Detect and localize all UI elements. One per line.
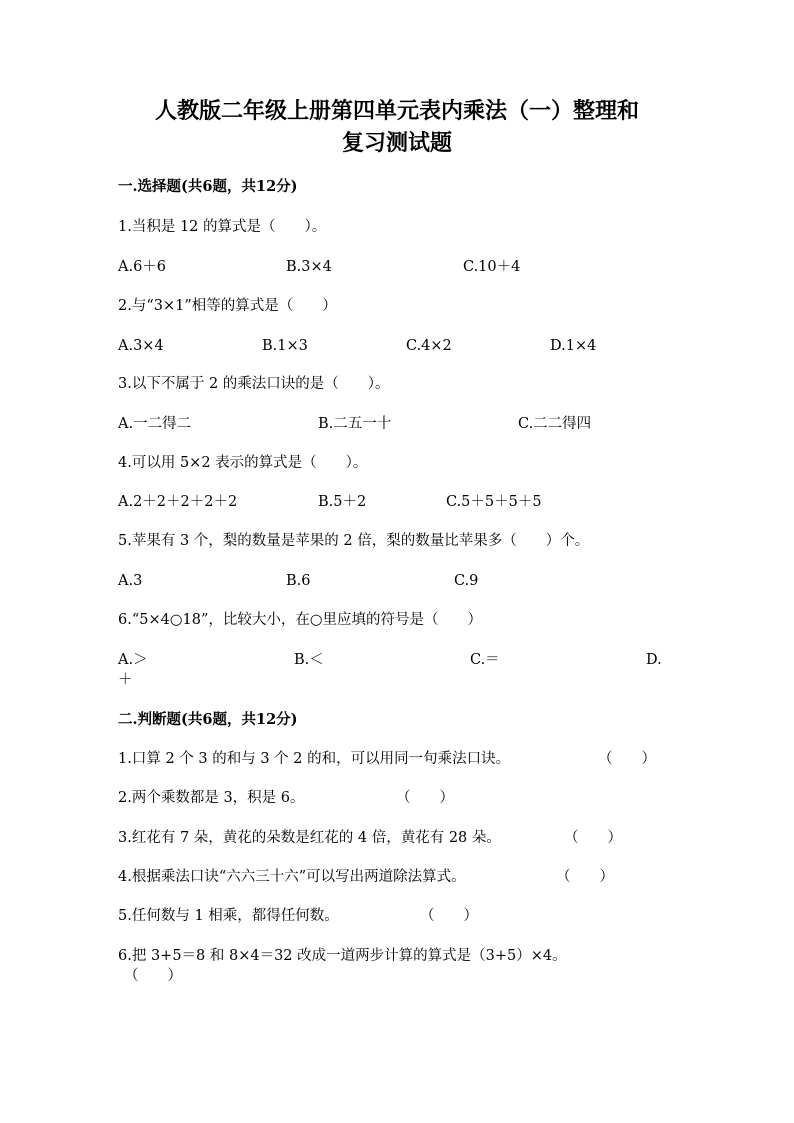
question-stem: 3.红花有 7 朵，黄花的朵数是红花的 4 倍，黄花有 28 朵。 xyxy=(118,830,501,846)
option-c: C.5＋5＋5＋5 xyxy=(446,494,542,510)
question-stem: 1.口算 2 个 3 的和与 3 个 2 的和，可以用同一句乘法口诀。 xyxy=(118,751,511,767)
answer-paren: （ ） xyxy=(420,908,478,924)
option-c: C.二二得四 xyxy=(518,416,592,432)
answer-paren: （ ） xyxy=(564,830,622,846)
answer-paren: （ ） xyxy=(556,869,614,885)
option-c: C.9 xyxy=(454,573,479,589)
option-a: A.2＋2＋2＋2＋2 xyxy=(118,494,238,510)
question-stem: 6.“5×4○18”，比较大小，在○里应填的符号是（ ） xyxy=(118,612,483,628)
option-d: D.1×4 xyxy=(550,338,597,354)
option-b: B.二五一十 xyxy=(318,416,392,432)
answer-paren: （ ） xyxy=(598,751,656,767)
option-b: B.3×4 xyxy=(286,259,332,275)
option-a: A.6＋6 xyxy=(118,259,167,275)
option-b: B.＜ xyxy=(294,652,324,668)
answer-paren: （ ） xyxy=(124,968,182,984)
page-title-line1: 人教版二年级上册第四单元表内乘法（一）整理和 xyxy=(154,98,639,124)
answer-paren: （ ） xyxy=(396,790,454,806)
option-a: A.一二得二 xyxy=(118,416,192,432)
option-a: A.3×4 xyxy=(118,338,164,354)
section-header-judge: 二.判断题(共6题，共12分) xyxy=(118,711,298,728)
option-c: C.4×2 xyxy=(406,338,452,354)
option-d: D. xyxy=(646,652,662,668)
option-c: C.＝ xyxy=(470,652,500,668)
question-stem: 5.苹果有 3 个，梨的数量是苹果的 2 倍，梨的数量比苹果多（ ）个。 xyxy=(118,533,590,549)
question-stem: 4.可以用 5×2 表示的算式是（ ）。 xyxy=(118,455,368,471)
question-stem: 2.两个乘数都是 3，积是 6。 xyxy=(118,790,305,806)
question-stem: 6.把 3+5＝8 和 8×4＝32 改成一道两步计算的算式是（3+5）×4。 xyxy=(118,948,567,964)
option-c: C.10＋4 xyxy=(463,259,521,275)
option-a: A.3 xyxy=(118,573,143,589)
option-d-value: ＋ xyxy=(118,672,133,688)
section-header-choice: 一.选择题(共6题，共12分) xyxy=(118,178,298,195)
question-stem: 3.以下不属于 2 的乘法口诀的是（ ）。 xyxy=(118,376,390,392)
option-b: B.6 xyxy=(286,573,311,589)
question-stem: 1.当积是 12 的算式是（ ）。 xyxy=(118,219,327,235)
option-b: B.1×3 xyxy=(262,338,308,354)
option-b: B.5＋2 xyxy=(318,494,367,510)
question-stem: 2.与“3×1”相等的算式是（ ） xyxy=(118,298,337,314)
question-stem: 5.任何数与 1 相乘，都得任何数。 xyxy=(118,908,339,924)
question-stem: 4.根据乘法口诀“六六三十六”可以写出两道除法算式。 xyxy=(118,869,466,885)
option-a: A.＞ xyxy=(118,652,148,668)
page-title-line2: 复习测试题 xyxy=(341,130,452,156)
